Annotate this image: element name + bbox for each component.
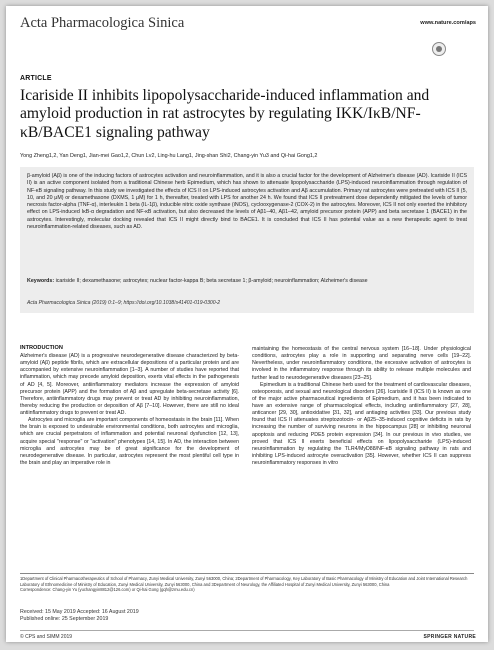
published-online: Published online: 25 September 2019: [20, 616, 109, 622]
keywords: [27, 278, 467, 285]
footnote: [20, 576, 474, 593]
keywords-list: icariside II; dexamethasone; astrocytes; nuclear factor-kappa B; beta secretase 1; β-amyloid; neuroinflammation; Alzheimer's disease: [55, 278, 368, 284]
abstract-text: β-amyloid (Aβ) is one of the inducing factors of astrocytes activation and neuroinflammation, and it is also a crucial factor for the development of Alzheimer's disease (AD). Icariside II (ICS II) is an active component isolated from a traditional Chinese herb Epimedium, which has shown to attenuate lipopolysaccharide (LPS)-induced neuroinflammation through regulation of NF-κB signaling pathway. In this study we investigated the effects of ICS II on LPS-induced astrocytes activation and Aβ accumulation. Primary rat astrocytes were pretreated with ICS II (5, 10, and 20 μM) or dexamethasone (DXMS, 1 μM) for 1 h, thereafter, treated with LPS for another 24 h. We found that ICS II pretreatment dose dependently mitigated the levels of tumor necrosis factor-alpha (TNF-α), interleukin 1 beta (IL-1β), inducible nitric oxide synthase (iNOS), cyclooxygenase-2 (COX-2) in the astrocytes. Moreover, ICS II not only exerted the inhibitory effect on LPS-induced IκB-α degradation and NF-κB activation, but also decreased the levels of Aβ1–40, Aβ1–42, amyloid precursor protein (APP) and beta secretase 1 (BACE1) in the astrocytes. Interestingly, molecular docking revealed that ICS II might directly bind to BACE1. It is concluded that ICS II has potential value as a new therapeutic agent to treat neuroinflammation-related diseases, such as AD.: [27, 173, 467, 230]
paragraph: Epimedium is a traditional Chinese herb used for the treatment of cardiovascular diseases, osteoporosis, and sexual and neurological disorders [26]. Icariside II (ICS II) is known as one of the major active pharmaceutical ingredients of Epimedium, and it has been indicated to have an extensive range of pharmacological effects, including antiinflammatory [27, 28], anticancer [29, 30], antioxidative [31, 32], and antiaging activities [33]. Our previous study found that ICS II attenuates streptozotocin- or Aβ25–35-induced cognitive deficits in rats by increasing the number of surviving neurons in the hippocampus [28] or inhibiting neuronal apoptosis and reducing PDE5 protein expression [34]. In our previous in vivo studies, we proved that ICS II exerts beneficial effects on lipopolysaccharide (LPS)-induced neuroinflammation by regulating the TLR4/MyD88/NF-κB signaling pathway in rats and inhibiting LPS-induced astrocyte overactivation [35]. However, whether ICS II can suppress neuroinflammatory responses in vitro: [252, 381, 471, 466]
check-for-updates-icon[interactable]: [432, 42, 446, 56]
paragraph: Astrocytes and microglia are important components of homeostasis in the brain [11]. When the brain is exposed to undesirable environmental conditions, both astrocytes and microglia, which are crucial perpetrators of inflammation and potential neuronal dysfunction [12, 13], acquire special "response" or "activation" phenotypes [14, 15]. In AD, the interaction between microglia and astrocytes may be of great significance for the development of neurodegenerative disease. In particular, astrocytes represent the most plentiful cell type in the brain and play an imperative role in: [20, 417, 239, 466]
journal-url[interactable]: www.nature.com/aps: [420, 20, 476, 26]
footnote-divider: [20, 573, 474, 574]
journal-name: Acta Pharmacologica Sinica: [20, 15, 185, 31]
section-label: ARTICLE: [20, 75, 52, 82]
paragraph: Alzheimer's disease (AD) is a progressive neurodegenerative disease characterized by beta-amyloid (Aβ) peptide fibrils, which are extracellular depositions of a particular protein and are accompanied by extensive neuroinflammation [1–3]. A number of studies have reported that inflammation, which may precede amyloid deposition, exerts vital effects in the pathogenesis of AD [4, 5]. Moreover, antiinflammatory mediators increase the expression of amyloid precursor protein (APP) and the formation of Aβ and upregulate beta-secretase activity [6]. Therefore, antiinflammatory drugs may prevent or treat AD by inhibiting neuroinflammation, thereby reducing the production or deposition of Aβ [7–10]. However, there are still no ideal antiinflammatory drugs to prevent or treat AD.: [20, 353, 239, 416]
paragraph: maintaining the homeostasis of the central nervous system [16–18]. Under physiological conditions, astrocytes play a role in supporting and separating nerve cells [19–22]. Nevertheless, under neuroinflammatory conditions, the excessive activation of astrocytes is involved in the inflammatory response through its ability to release multiple molecules and further lead to neurodegenerative diseases [23–25].: [252, 346, 471, 381]
keywords-label: Keywords:: [27, 278, 55, 284]
body-column-left: [20, 353, 239, 467]
citation-line[interactable]: Acta Pharmacologica Sinica (2019) 0:1–9; https://doi.org/10.1038/s41401-019-0300-2: [27, 300, 221, 306]
section-heading-introduction: INTRODUCTION: [20, 345, 63, 351]
publisher-logo: SPRINGER NATURE: [423, 634, 476, 640]
body-column-right: [252, 346, 471, 467]
footer-divider: [20, 630, 474, 631]
article-title: Icariside II inhibits lipopolysaccharide-induced inflammation and amyloid production in rat astrocytes by regulating IKK/IκB/NF-κB/BACE1 signaling pathway: [20, 87, 430, 141]
copyright: © CPS and SIMM 2019: [20, 634, 73, 640]
article-page: [6, 6, 488, 642]
publication-dates: [20, 609, 320, 623]
author-list: Yong Zheng1,2, Yan Deng1, Jian-mei Gao1,2, Chun Lv2, Ling-hu Lang1, Jing-shan Shi2, Chang-yin Yu3 and Qi-hai Gong1,2: [20, 153, 318, 159]
correspondence[interactable]: Correspondence: Chang-yin Yu (yuchangyin8812@126.com) or Qi-hai Gong (gqh@zmu.edu.cn): [20, 587, 195, 593]
affiliations: 1Department of Clinical Pharmacotherapeutics of School of Pharmacy, Zunyi Medical University, Zunyi 563000, China; 2Department of Pharmacology, Key Laboratory of Basic Pharmacology of Ministry of Education and Joint International Research Laboratory of Ethnomedicine of Ministry of Education, Zunyi Medical University, Zunyi 563000, China and 3Department of Neurology, the Affiliated Hospital of Zunyi Medical University, Zunyi 563000, China: [20, 576, 468, 587]
received-accepted: Received: 15 May 2019 Accepted: 16 August 2019: [20, 609, 139, 615]
